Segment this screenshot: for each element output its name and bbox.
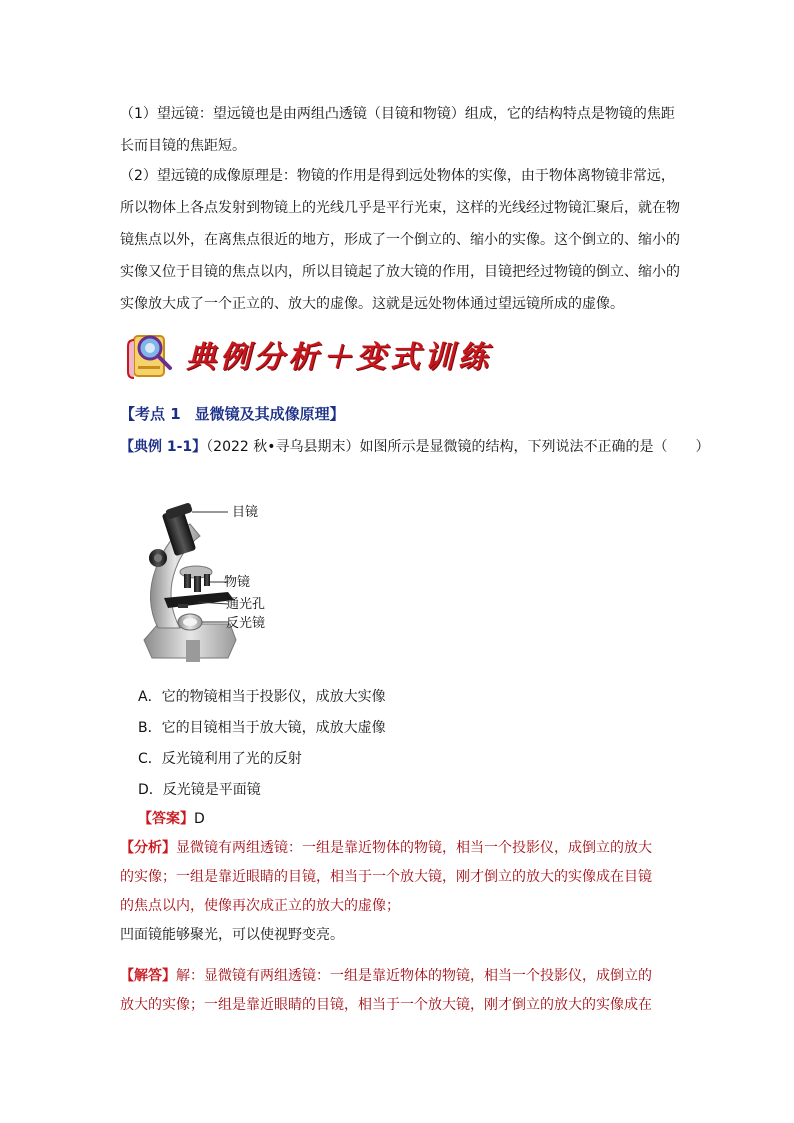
option-c: C．反光镜利用了光的反射 [138,751,302,767]
solution-first: 解：显微镜有两组透镜：一组是靠近物体的物镜，相当一个投影仪，成倒立的 [176,968,652,984]
section-banner [126,326,492,382]
banner-title: 典例分析＋变式训练 [186,340,492,375]
section-heading [120,403,345,424]
text-line: 所以物体上各点发射到物镜上的光线几乎是平行光束，这样的光线经过物镜汇聚后，就在物 [120,200,680,216]
analysis-first: 显微镜有两组透镜：一组是靠近物体的物镜，相当一个投影仪，成倒立的放大 [176,840,652,856]
text-line: 镜焦点以外，在离焦点很近的地方，形成了一个倒立的、缩小的实像。这个倒立的、缩小的 [120,232,680,248]
microscope-figure [138,490,458,670]
answer-tag: 【答案】 [138,811,194,827]
analysis-tag: 【分析】 [120,840,176,856]
telescope-principle-paragraph [120,160,680,320]
label-eyepiece: 目镜 [232,505,259,520]
option-a: A．它的物镜相当于投影仪，成放大实像 [138,689,386,705]
question-text: （2022 秋•寻乌县期末）如图所示是显微镜的结构，下列说法不正确的是（ ） [206,439,710,455]
heading-point-label: 【考点 1 [120,405,181,423]
magnifier-scroll-icon [126,326,186,382]
text-line: 实像又位于目镜的焦点以内，所以目镜起了放大镜的作用，目镜把经过物镜的倒立、缩小的 [120,264,680,280]
text-line: 长而目镜的焦距短。 [120,138,246,154]
text-line: （1）望远镜：望远镜也是由两组凸透镜（目镜和物镜）组成，它的结构特点是物镜的焦距 [120,106,675,122]
option-b: B．它的目镜相当于放大镜，成放大虚像 [138,720,386,736]
text-line: 的实像；一组是靠近眼睛的目镜，相当于一个放大镜，刚才倒立的放大的实像成在目镜 [120,869,652,885]
text-line: 实像放大成了一个正立的、放大的虚像。这就是远处物体通过望远镜所成的虚像。 [120,296,624,312]
text-line: 的焦点以内，使像再次成正立的放大的虚像； [120,898,400,914]
heading-topic-label: 显微镜及其成像原理】 [194,405,345,423]
label-mirror: 反光镜 [226,616,266,631]
solution-tag: 【解答】 [120,968,176,984]
option-d: D．反光镜是平面镜 [138,782,261,798]
answer-value: D [194,811,205,827]
question-tag: 【典例 1-1】 [120,439,207,455]
text-line: 放大的实像；一组是靠近眼睛的目镜，相当于一个放大镜，刚才倒立的放大的实像成在 [120,997,652,1013]
label-objective: 物镜 [224,575,251,590]
telescope-structure-paragraph [120,98,680,162]
question-stem [120,436,710,456]
answer-line [138,808,205,828]
label-light-hole: 通光孔 [226,597,266,612]
text-line [120,962,680,991]
analysis-block [120,834,680,950]
text-line: 凹面镜能够聚光，可以使视野变亮。 [120,927,344,943]
solution-block [120,962,680,1020]
text-line [120,834,680,863]
text-line: （2）望远镜的成像原理是：物镜的作用是得到远处物体的实像，由于物体离物镜非常远， [120,168,675,184]
